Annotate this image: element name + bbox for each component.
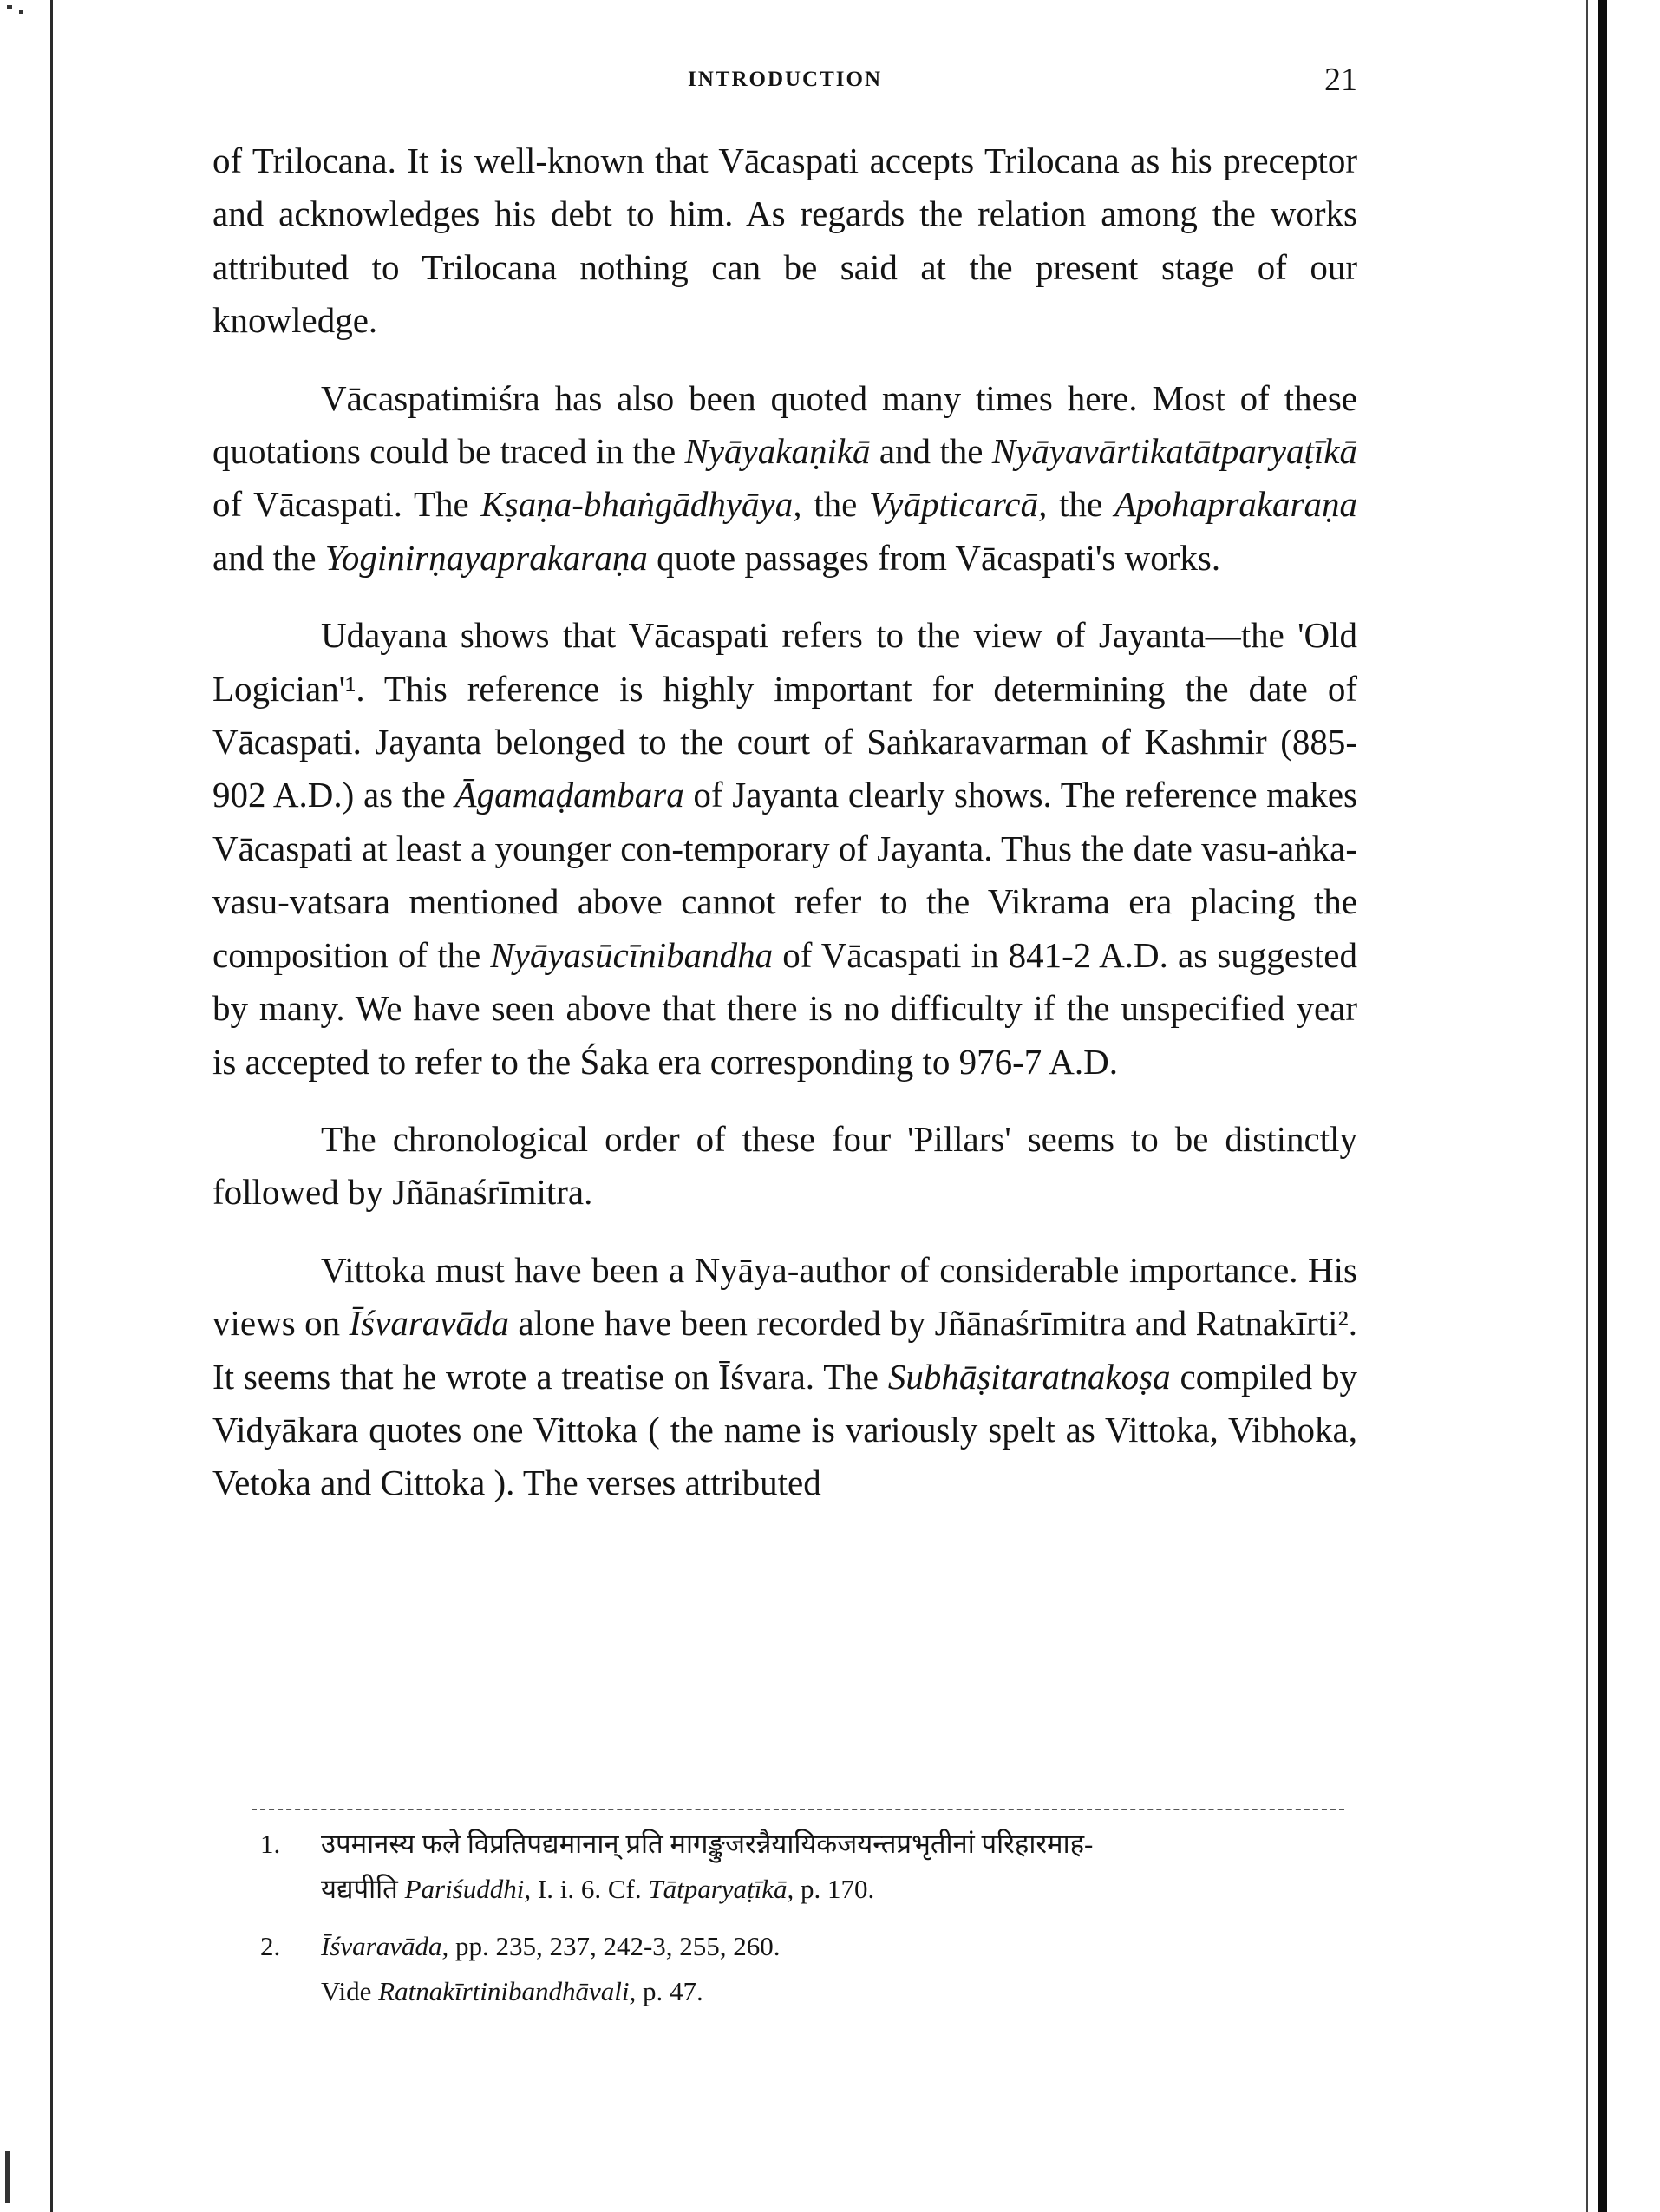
page-number: 21 (1324, 62, 1357, 98)
page-right-inner-edge (1586, 0, 1588, 2212)
italic-title: Īśvaravāda (349, 1303, 509, 1344)
scan-speck (19, 10, 23, 14)
paragraph (212, 1113, 1357, 1220)
italic-title: Nyāyavārtikatātparyaṭīkā (991, 431, 1357, 472)
footnote-line (321, 1969, 1388, 2014)
text-run: of Vācaspati. The (212, 484, 481, 525)
footnote-line (321, 1924, 1388, 1969)
text-run: of Jayanta clearly shows. The reference makes Vācaspati at least a younger con-temporary of Jayanta. Thus the date vasu-aṅka-vasu-vatsara mentioned above cannot refer to the Vikrama era placing the composition of the (212, 775, 1357, 975)
text-run: Vācaspatimiśra has also been quoted many times here. Most of these quotations could be traced in the (212, 377, 1357, 472)
paragraph (212, 1244, 1357, 1510)
footnote (260, 1924, 1388, 2014)
paragraph (212, 134, 1357, 348)
scan-speck (7, 5, 12, 9)
text-run: Udayana shows that Vācaspati refers to the view of Jayanta—the 'Old Logician'¹. This reference is highly important for determining the date of Vācaspati. Jayanta belonged to the court of Saṅkaravarman of Kashmir (885-902 A.D.) as the (212, 615, 1357, 815)
italic-title: Kṣaṇa-bhaṅgādhyāya, (480, 484, 802, 525)
text-run: pp. 235, 237, 242-3, 255, 260. (448, 1931, 781, 1961)
text-run: The chronological order of these four 'Pillars' seems to be distinctly followed by Jñānaśrīmitra. (212, 1118, 1357, 1213)
italic-title: Āgamaḍambara (454, 775, 684, 815)
page-header (212, 61, 1357, 104)
italic-title: Nyāyasūcīnibandha (490, 934, 774, 975)
footnote-line (321, 1822, 1388, 1867)
text-run: Vittoka must have been a Nyāya-author of considerable importance. His views on (212, 1249, 1357, 1344)
text-run: and the (870, 431, 992, 472)
italic-title: Vyāpticarcā, (869, 484, 1048, 525)
footnote (260, 1822, 1388, 1912)
italic-title: Īśvaravāda, (321, 1931, 449, 1961)
page-right-edge (1598, 0, 1607, 2212)
text-run: p. 170. (794, 1874, 875, 1904)
text-run: compiled by Vidyākara quotes one Vittoka ( the name is variously spelt as Vittoka, Vibhoka, Vetoka and Cittoka ). The verses attributed (212, 1356, 1357, 1503)
italic-title: Ratnakīrtinibandhāvali, (378, 1976, 637, 2006)
paragraph (212, 609, 1357, 1089)
text-run: of Vācaspati in 841-2 A.D. as suggested by many. We have seen above that there is no difficulty if the unspecified year is accepted to refer to the Śaka era corresponding to 976-7 A.D. (212, 934, 1358, 1082)
text-run: उपमानस्य फले विप्रतिपद्यमानान् प्रति मागङ्कुजरन्नैयायिकजयन्तप्रभृतीनां परिहारमाह- (321, 1829, 1094, 1859)
text-run: and the (212, 537, 325, 578)
italic-title: Pariśuddhi, (404, 1874, 532, 1904)
scan-speck (5, 2151, 10, 2203)
text-run: alone have been recorded by Jñānaśrīmitra and Ratnakīrti². It seems that he wrote a treatise on Īśvara. The (212, 1303, 1358, 1397)
text-run: Vide (321, 1976, 379, 2006)
text-run: I. i. 6. Cf. (531, 1874, 649, 1904)
italic-title: Tātparyaṭīkā, (648, 1874, 794, 1904)
text-run: the (1047, 484, 1114, 525)
footnote-line (321, 1867, 1388, 1912)
footnote-number: 1. (260, 1829, 281, 1859)
text-run: यद्यपीति (321, 1874, 405, 1904)
page-left-edge (50, 0, 53, 2212)
paragraph (212, 372, 1357, 586)
footnotes (260, 1822, 1388, 2026)
footnote-number: 2. (260, 1931, 281, 1961)
text-run: of Trilocana. It is well-known that Vācaspati accepts Trilocana as his preceptor and acknowledges his debt to him. As regards the relation among the works attributed to Trilocana nothing can be said at the present stage of our knowledge. (212, 141, 1357, 341)
running-title: INTRODUCTION (687, 68, 883, 91)
text-run: the (801, 484, 870, 525)
italic-title: Yoginirṇayaprakaraṇa (324, 537, 648, 578)
text-run: p. 47. (636, 1976, 703, 2006)
body-text (212, 134, 1357, 1510)
italic-title: Subhāṣitaratnakoṣa (887, 1356, 1171, 1397)
text-run: quote passages from Vācaspati's works. (647, 537, 1221, 578)
italic-title: Apohaprakaraṇa (1114, 484, 1358, 525)
footnote-divider (252, 1809, 1344, 1810)
italic-title: Nyāyakaṇikā (684, 431, 871, 472)
